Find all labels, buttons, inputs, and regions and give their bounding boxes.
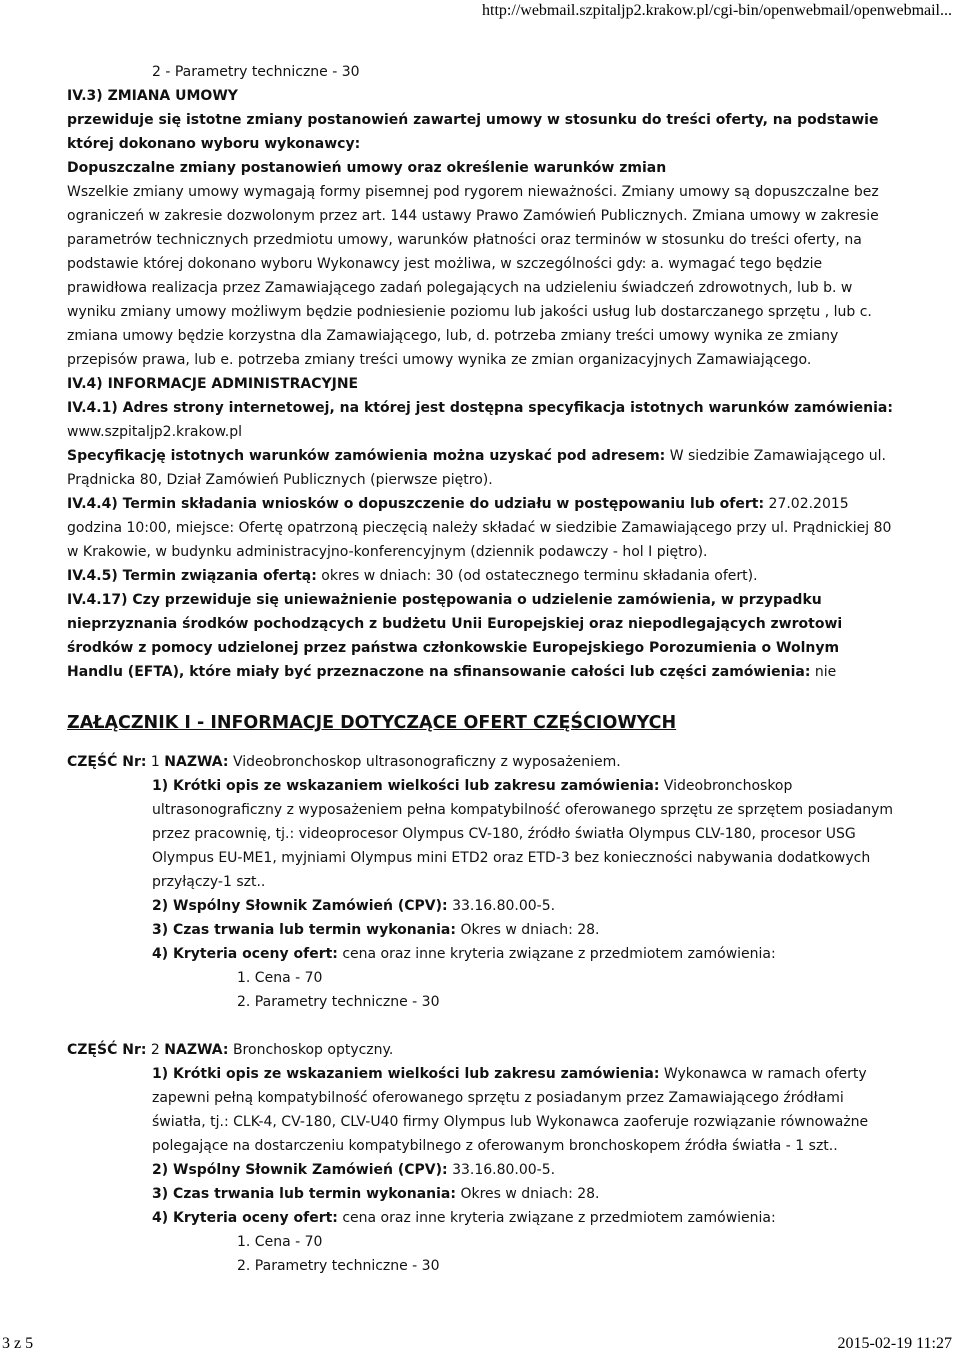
cpv-label: 2) Wspólny Słownik Zamówień (CPV): <box>152 898 448 914</box>
siwz-label: Specyfikację istotnych warunków zamówienia można uzyskać pod adresem: <box>67 448 666 464</box>
iv417-label: IV.4.17) Czy przewiduje się unieważnienie postępowania o udzielenie zamówienia, w przypadku nieprzyznania środków pochodzących z budżetu Unii Europejskiej oraz niepodlegających zwrotowi środków z pomocy udzielonej przez państwa członkowskie Europejskiego Porozumienia o Wolnym Handlu (EFTA), które miały być przeznaczone na sfinansowanie całości lub części zamówienia: <box>67 592 843 680</box>
time-label: 3) Czas trwania lub termin wykonania: <box>152 922 456 938</box>
page-url-header: http://webmail.szpitaljp2.krakow.pl/cgi-bin/openwebmail/openwebmail... <box>482 2 952 19</box>
time-value: Okres w dniach: 28. <box>460 922 600 938</box>
part-name-label: NAZWA: <box>164 1042 229 1058</box>
change-text: Wszelkie zmiany umowy wymagają formy pisemnej pod rygorem nieważności. Zmiany umowy są dopuszczalne bez ograniczeń w zakresie dozwolonym przez art. 144 ustawy Prawo Zamówień Publicznych. Zmiana umowy w zakresie parametrów technicznych przedmiotu umowy, warunków płatności oraz terminów w stosunku do treści oferty, na podstawie której dokonano wyboru Wykonawcy jest możliwa, w szczególności gdy: a. wymagać tego będzie prawidłowa realizacja przez Zamawiającego zadań polegających na udzieleniu świadczeń zdrowotnych, lub b. w wyniku zmiany umowy możliwym będzie podniesienie poziomu lub jakości usług lub dostarczanego sprzętu , lub c. zmiana umowy będzie korzystna dla Zamawiającego, lub, d. potrzeba zmiany treści umowy wynika ze zmiany przepisów prawa, lub e. potrzeba zmiany treści umowy wynika ze zmian organizacyjnych Zamawiającego. <box>67 184 879 368</box>
annex-title: ZAŁĄCZNIK I - INFORMACJE DOTYCZĄCE OFERT CZĘŚCIOWYCH <box>67 713 677 733</box>
criteria-value: cena oraz inne kryteria związane z przedmiotem zamówienia: <box>342 1210 776 1226</box>
siwz-website-link[interactable]: www.szpitaljp2.krakow.pl <box>67 424 243 440</box>
criteria-item: 1. Cena - 70 <box>237 970 323 986</box>
part-1 <box>67 750 897 1014</box>
print-datetime: 2015-02-19 11:27 <box>837 1335 952 1352</box>
siwz-value: W siedzibie Zamawiającego ul. Prądnicka 80, Dział Zamówień Publicznych (pierwsze piętro). <box>67 448 886 488</box>
desc-label: 1) Krótki opis ze wskazaniem wielkości lub zakresu zamówienia: <box>152 1066 660 1082</box>
iv45-value: okres w dniach: 30 (od ostatecznego terminu składania ofert). <box>321 568 758 584</box>
page-number: 3 z 5 <box>2 1335 34 1352</box>
iv44-label: IV.4.4) Termin składania wniosków o dopuszczenie do udziału w postępowaniu lub ofert: <box>67 496 765 512</box>
part-name-label: NAZWA: <box>164 754 229 770</box>
cpv-value: 33.16.80.00-5. <box>452 1162 556 1178</box>
criteria-item: 1. Cena - 70 <box>237 1234 323 1250</box>
iv45-label: IV.4.5) Termin związania ofertą: <box>67 568 317 584</box>
iv44-value: 27.02.2015 godzina 10:00, miejsce: Ofertę opatrzoną pieczęcią należy składać w siedzibie Zamawiającego przy ul. Prądnickiej 80 w Krakowie, w budynku administracyjno-konferencyjnym (dziennik podawczy - hol I piętro). <box>67 496 892 560</box>
desc-value: Wykonawca w ramach oferty zapewni pełną kompatybilność oferowanego sprzętu z posiadanym przez Zamawiającego źródłami światła, tj.: CLK-4, CV-180, CLV-U40 firmy Olympus lub Wykonawca zaoferuje rozwiązanie równoważne polegające na dostarczeniu kompatybilnego z oferowanym bronchoskopem źródła światła - 1 szt.. <box>152 1066 869 1154</box>
part-number-label: CZĘŚĆ Nr: <box>67 1042 147 1058</box>
section-heading-admin: IV.4) INFORMACJE ADMINISTRACYJNE <box>67 376 359 392</box>
part-number: 1 <box>150 754 160 770</box>
desc-label: 1) Krótki opis ze wskazaniem wielkości lub zakresu zamówienia: <box>152 778 660 794</box>
cpv-value: 33.16.80.00-5. <box>452 898 556 914</box>
iv417-value: nie <box>814 664 837 680</box>
document-body <box>67 60 897 1278</box>
cpv-label: 2) Wspólny Słownik Zamówień (CPV): <box>152 1162 448 1178</box>
criteria-label: 4) Kryteria oceny ofert: <box>152 946 338 962</box>
part-name: Bronchoskop optyczny. <box>232 1042 394 1058</box>
section-heading-change: IV.3) ZMIANA UMOWY <box>67 88 238 104</box>
criteria-label: 4) Kryteria oceny ofert: <box>152 1210 338 1226</box>
time-value: Okres w dniach: 28. <box>460 1186 600 1202</box>
desc-value: Videobronchoskop ultrasonograficzny z wyposażeniem pełna kompatybilność oferowanego sprzętu ze sprzętem posiadanym przez pracownię, tj.: videoprocesor Olympus CV-180, źródło światła Olympus CLV-180, procesor USG Olympus EU-ME1, myjniami Olympus mini ETD2 oraz ETD-3 bez konieczności nabywania dodatkowych przyłączy-1 szt.. <box>152 778 894 890</box>
change-subheading: Dopuszczalne zmiany postanowień umowy oraz określenie warunków zmian <box>67 160 667 176</box>
change-question: przewiduje się istotne zmiany postanowień zawartej umowy w stosunku do treści oferty, na podstawie której dokonano wyboru wykonawcy: <box>67 112 879 152</box>
time-label: 3) Czas trwania lub termin wykonania: <box>152 1186 456 1202</box>
criteria-item: 2. Parametry techniczne - 30 <box>237 994 440 1010</box>
part-name: Videobronchoskop ultrasonograficzny z wyposażeniem. <box>232 754 621 770</box>
iv41-label: IV.4.1) Adres strony internetowej, na której jest dostępna specyfikacja istotnych warunków zamówienia: <box>67 400 893 416</box>
criteria-item: 2 - Parametry techniczne - 30 <box>152 64 360 80</box>
criteria-value: cena oraz inne kryteria związane z przedmiotem zamówienia: <box>342 946 776 962</box>
part-number: 2 <box>150 1042 160 1058</box>
part-number-label: CZĘŚĆ Nr: <box>67 754 147 770</box>
part-2 <box>67 1038 897 1278</box>
criteria-item: 2. Parametry techniczne - 30 <box>237 1258 440 1274</box>
